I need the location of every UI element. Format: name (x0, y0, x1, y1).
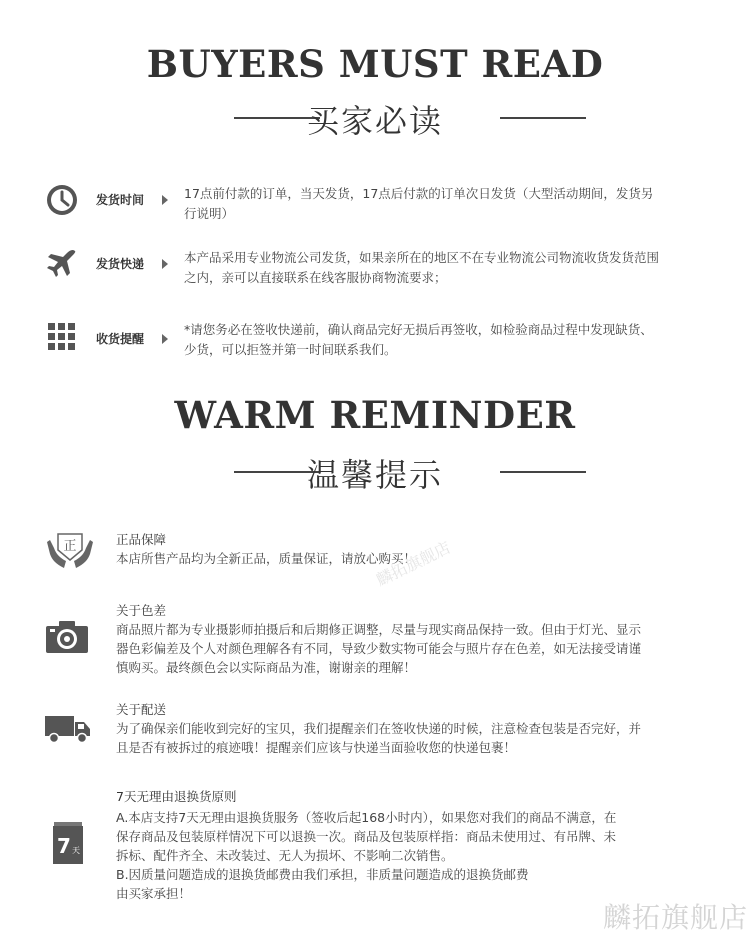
genuine-hands-icon (44, 528, 96, 572)
airplane-icon (46, 248, 78, 280)
receipt-reminder-text: *请您务必在签收快递前，确认商品完好无损后再签收，如检验商品过程中发现缺货、 少货，可以拒签并第一时间联系我们。 (184, 322, 653, 357)
delivery-text: 为了确保亲们能收到完好的宝贝，我们提醒亲们在签收快递的时候，注意检查包装是否完好，并 且是否有被拆过的痕迹哦！提醒亲们应该与快递当面验收您的快递包裹！ (116, 721, 642, 755)
warm-title-row (0, 450, 750, 494)
shipping-time-text: 17点前付款的订单，当天发货，17点后付款的订单次日发货（大型活动期间，发货另 行说明） (184, 186, 654, 221)
svg-text:正: 正 (63, 539, 77, 554)
svg-text:天: 天 (72, 846, 80, 855)
camera-icon (44, 619, 90, 655)
shipping-time-label: 发货时间 (96, 193, 145, 207)
warm-title-en: WARM REMINDER (174, 393, 576, 437)
grid-icon (46, 320, 78, 352)
color-difference-text: 商品照片都为专业摄影师拍摄后和后期修正调整，尽量与现实商品保持一致。但由于灯光、显示 器色彩偏差及个人对颜色理解各有不同，导致少数实物可能会与照片存在色差，如无法接受请谨 慎购买。最终颜色会以实际商品为准，谢谢亲的理解！ (116, 622, 642, 675)
seven-day-return-text: A.本店支持7天无理由退换货服务（签收后起168小时内），如果您对我们的商品不满意，在 保存商品及包装原样情况下可以退换一次。商品及包装原样指：商品未使用过、有吊牌、未 拆标、配件齐全、未改装过、无人为损坏、不影响二次销售。 B.因质量问题造成的退换货邮费由我们承担，非质量问题造成的退换货邮费 由买家承担！ (116, 810, 617, 901)
clock-icon (46, 184, 78, 216)
svg-text:7: 7 (57, 834, 71, 858)
watermark-store-name: 麟拓旗舰店 (602, 901, 748, 934)
courier-text: 本产品采用专业物流公司发货，如果亲所在的地区不在专业物流公司物流收货发货范围 之内，亲可以直接联系在线客服协商物流要求； (184, 250, 660, 285)
buyers-title-row (0, 96, 750, 140)
receipt-reminder-label: 收货提醒 (96, 332, 145, 346)
buyers-title-en: BUYERS MUST READ (146, 42, 604, 86)
genuine-guarantee-text: 本店所售产品均为全新正品，质量保证，请放心购买！ (116, 551, 417, 566)
arrow-right-icon (162, 195, 168, 205)
genuine-guarantee-title: 正品保障 (116, 532, 167, 547)
truck-icon (44, 714, 92, 744)
watermark-small: 麟拓旗舰店 (373, 537, 454, 590)
color-difference-title: 关于色差 (116, 603, 167, 618)
delivery-title: 关于配送 (116, 702, 167, 717)
warm-title-cn: 温馨提示 (306, 456, 443, 494)
arrow-right-icon (162, 334, 168, 344)
arrow-right-icon (162, 259, 168, 269)
seven-day-return-icon (52, 821, 84, 865)
title-divider-right (500, 471, 586, 473)
title-divider-right (500, 117, 586, 119)
seven-day-return-title: 7天无理由退换货原则 (116, 789, 237, 804)
buyers-title-cn: 买家必读 (306, 102, 443, 140)
courier-label: 发货快递 (96, 257, 145, 271)
